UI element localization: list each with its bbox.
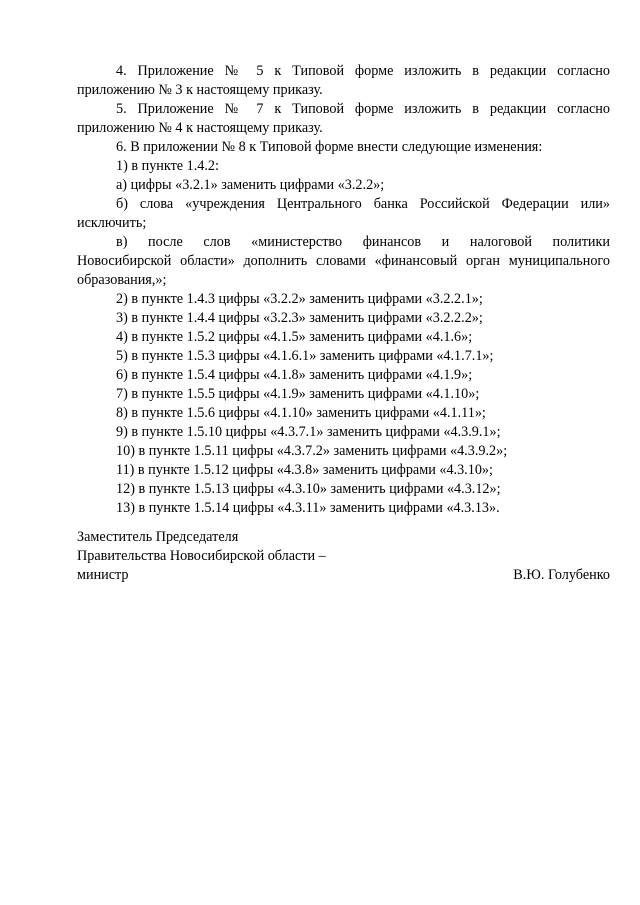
item-1-a: а) цифры «3.2.1» заменить цифрами «3.2.2»;	[116, 177, 385, 193]
item-5: 5) в пункте 1.5.3 цифры «4.1.6.1» заменить цифрами «4.1.7.1»;	[116, 348, 494, 364]
item-1-heading: 1) в пункте 1.4.2:	[116, 158, 219, 174]
item-12: 12) в пункте 1.5.13 цифры «4.3.10» заменить цифрами «4.3.12»;	[116, 481, 501, 497]
item-8: 8) в пункте 1.5.6 цифры «4.1.10» заменить цифрами «4.1.11»;	[116, 405, 486, 421]
paragraph-4-line-2: приложению № 3 к настоящему приказу.	[77, 82, 323, 98]
item-11: 11) в пункте 1.5.12 цифры «4.3.8» заменить цифрами «4.3.10»;	[116, 462, 493, 478]
item-1-v-line-1: в) после слов «министерство финансов и налоговой политики	[116, 234, 610, 250]
paragraph-5-line-2: приложению № 4 к настоящему приказу.	[77, 120, 323, 136]
item-10: 10) в пункте 1.5.11 цифры «4.3.7.2» заменить цифрами «4.3.9.2»;	[116, 443, 508, 459]
item-1-v-line-3: образования,»;	[77, 272, 167, 288]
item-9: 9) в пункте 1.5.10 цифры «4.3.7.1» заменить цифрами «4.3.9.1»;	[116, 424, 501, 440]
signature-title-line-2: Правительства Новосибирской области –	[77, 548, 326, 564]
item-4: 4) в пункте 1.5.2 цифры «4.1.5» заменить цифрами «4.1.6»;	[116, 329, 473, 345]
signatory-name: В.Ю. Голубенко	[513, 567, 610, 583]
signature-title-line-1: Заместитель Председателя	[77, 529, 239, 545]
item-13: 13) в пункте 1.5.14 цифры «4.3.11» заменить цифрами «4.3.13».	[116, 500, 500, 516]
signature-title-line-3: министр	[77, 567, 129, 583]
item-6: 6) в пункте 1.5.4 цифры «4.1.8» заменить цифрами «4.1.9»;	[116, 367, 473, 383]
paragraph-4-line-1: 4. Приложение № 5 к Типовой форме изложить в редакции согласно	[116, 63, 610, 79]
item-7: 7) в пункте 1.5.5 цифры «4.1.9» заменить цифрами «4.1.10»;	[116, 386, 480, 402]
item-3: 3) в пункте 1.4.4 цифры «3.2.3» заменить цифрами «3.2.2.2»;	[116, 310, 483, 326]
paragraph-6-line-1: 6. В приложении № 8 к Типовой форме внести следующие изменения:	[116, 139, 543, 155]
paragraph-5-line-1: 5. Приложение № 7 к Типовой форме изложить в редакции согласно	[116, 101, 610, 117]
item-2: 2) в пункте 1.4.3 цифры «3.2.2» заменить цифрами «3.2.2.1»;	[116, 291, 483, 307]
item-1-b-line-1: б) слова «учреждения Центрального банка Российской Федерации или»	[116, 196, 610, 212]
item-1-v-line-2: Новосибирской области» дополнить словами «финансовый орган муниципального	[77, 253, 610, 269]
item-1-b-line-2: исключить;	[77, 215, 147, 231]
